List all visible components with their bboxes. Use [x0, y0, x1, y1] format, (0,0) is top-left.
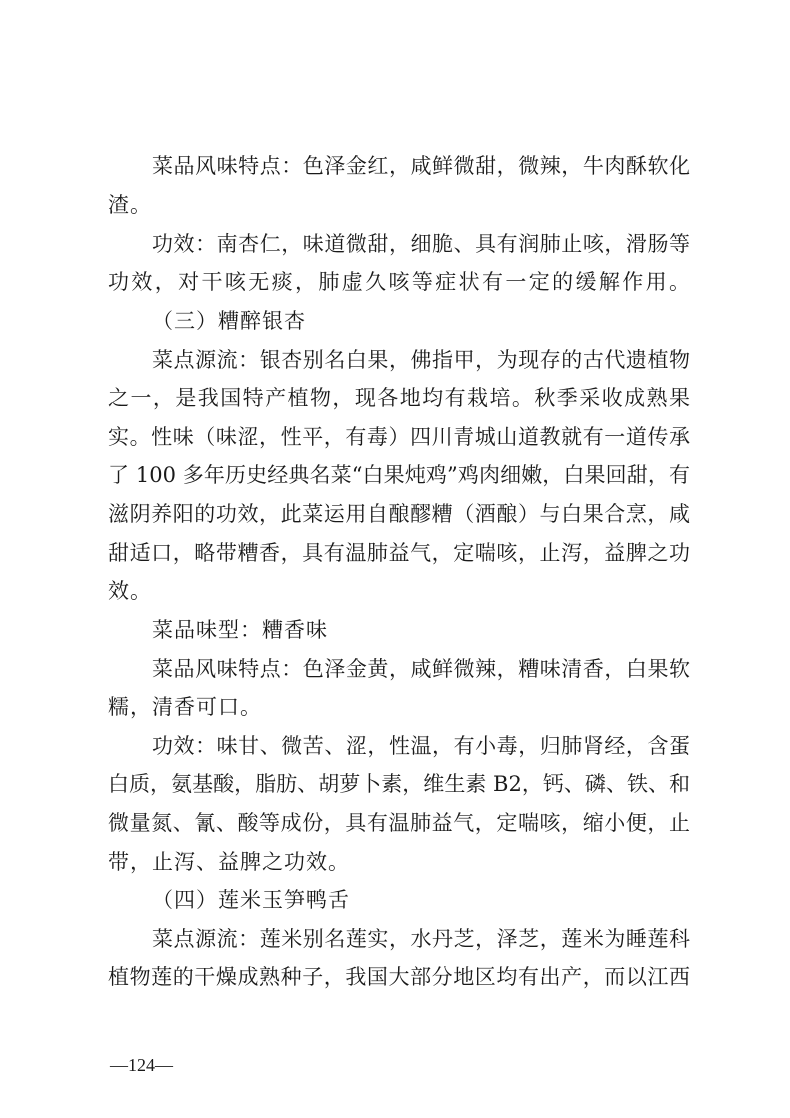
section-heading: （四）莲米玉笋鸭舌: [152, 888, 350, 912]
paragraph-line: 菜品风味特点：色泽金红，咸鲜微甜，微辣，牛肉酥软化: [152, 154, 690, 178]
page-number: —124—: [110, 1055, 173, 1075]
paragraph-line: 菜品风味特点：色泽金黄，咸鲜微辣，糟味清香，白果软: [152, 657, 690, 681]
paragraph-line: 实。性味（味涩，性平，有毒）四川青城山道教就有一道传承: [108, 425, 690, 449]
paragraph-line: 菜品味型：糟香味: [152, 618, 328, 642]
paragraph-line: 甜适口，略带糟香，具有温肺益气，定喘咳，止泻，益脾之功: [108, 541, 690, 565]
section-heading: （三）糟醉银杏: [152, 309, 306, 333]
paragraph-line: 功效：南杏仁，味道微甜，细脆、具有润肺止咳，滑肠等: [152, 232, 690, 256]
paragraph-line: 白质，氨基酸，脂肪、胡萝卜素，维生素 B2，钙、磷、铁、和: [108, 772, 690, 796]
paragraph-line: 糯，清香可口。: [108, 695, 262, 719]
paragraph-line: 效。: [108, 579, 152, 603]
paragraph-line: 菜点源流：莲米别名莲实，水丹芝，泽芝，莲米为睡莲科: [152, 927, 690, 951]
paragraph-line: 功效：味甘、微苦、涩，性温，有小毒，归肺肾经，含蛋: [152, 734, 690, 758]
paragraph-line: 滋阴养阳的功效，此菜运用自酿醪糟（酒酿）与白果合烹，咸: [108, 502, 690, 526]
paragraph-line: 功效，对干咳无痰，肺虚久咳等症状有一定的缓解作用。: [108, 270, 690, 294]
paragraph-line: 之一，是我国特产植物，现各地均有栽培。秋季采收成熟果: [108, 386, 690, 410]
paragraph-line: 菜点源流：银杏别名白果，佛指甲，为现存的古代遗植物: [152, 348, 690, 372]
paragraph-line: 了 100 多年历史经典名菜“白果炖鸡”鸡肉细嫩，白果回甜，有: [108, 463, 690, 487]
paragraph-line: 微量氮、氰、酸等成份，具有温肺益气，定喘咳，缩小便，止: [108, 811, 690, 835]
paragraph-line: 渣。: [108, 193, 152, 217]
paragraph-line: 带，止泻、益脾之功效。: [108, 850, 350, 874]
paragraph-line: 植物莲的干燥成熟种子，我国大部分地区均有出产，而以江西: [108, 965, 690, 989]
